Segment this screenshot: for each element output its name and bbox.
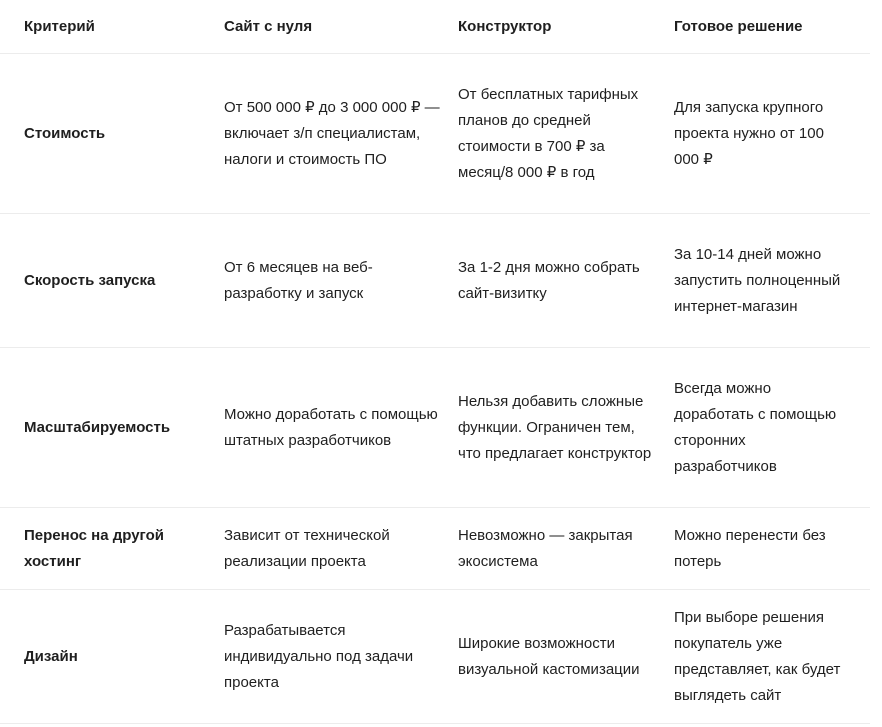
from-scratch-cell: Разрабатывается индивидуально под задачи проекта xyxy=(224,621,414,691)
from-scratch-cell: От 500 000 ₽ до 3 000 000 ₽ — включает з/п специалистам, налоги и стоимость ПО xyxy=(224,98,440,168)
header-builder: Конструктор xyxy=(458,17,552,35)
ready-solution-cell: За 10-14 дней можно запустить полноценный интернет-магазин xyxy=(674,245,841,315)
table-row-hosting-transfer xyxy=(0,508,870,590)
builder-cell: От бесплатных тарифных планов до средней стоимости в 700 ₽ за месяц/8 000 ₽ в год xyxy=(458,85,639,181)
from-scratch-cell: Зависит от технической реализации проекта xyxy=(224,526,390,570)
from-scratch-cell: Можно доработать с помощью штатных разработчиков xyxy=(224,405,438,449)
ready-solution-cell: Для запуска крупного проекта нужно от 100 000 ₽ xyxy=(674,98,824,168)
table-row-cost xyxy=(0,54,870,214)
criterion-cell: Перенос на другой хостинг xyxy=(24,526,164,570)
criterion-cell: Дизайн xyxy=(24,647,78,665)
builder-cell: За 1-2 дня можно собрать сайт-визитку xyxy=(458,258,640,302)
criterion-cell: Стоимость xyxy=(24,124,106,142)
ready-solution-cell: Всегда можно доработать с помощью сторонних разработчиков xyxy=(674,379,837,475)
builder-cell: Нельзя добавить сложные функции. Ограничен тем, что предлагает конструктор xyxy=(458,392,652,462)
ready-solution-cell: При выборе решения покупатель уже представляет, как будет выглядеть сайт xyxy=(674,608,841,704)
criterion-cell: Масштабируемость xyxy=(24,418,171,436)
builder-cell: Широкие возможности визуальной кастомизации xyxy=(458,634,640,678)
table-row-scalability xyxy=(0,348,870,508)
table-header-row xyxy=(0,0,870,54)
ready-solution-cell: Можно перенести без потерь xyxy=(674,526,826,570)
header-ready-solution: Готовое решение xyxy=(674,17,803,35)
criterion-cell: Скорость запуска xyxy=(24,271,156,289)
header-criterion: Критерий xyxy=(24,17,95,35)
table-row-design xyxy=(0,590,870,724)
table-row-launch-speed xyxy=(0,214,870,348)
builder-cell: Невозможно — закрытая экосистема xyxy=(458,526,633,570)
from-scratch-cell: От 6 месяцев на веб-разработку и запуск xyxy=(224,258,373,302)
header-from-scratch: Сайт с нуля xyxy=(224,17,313,35)
